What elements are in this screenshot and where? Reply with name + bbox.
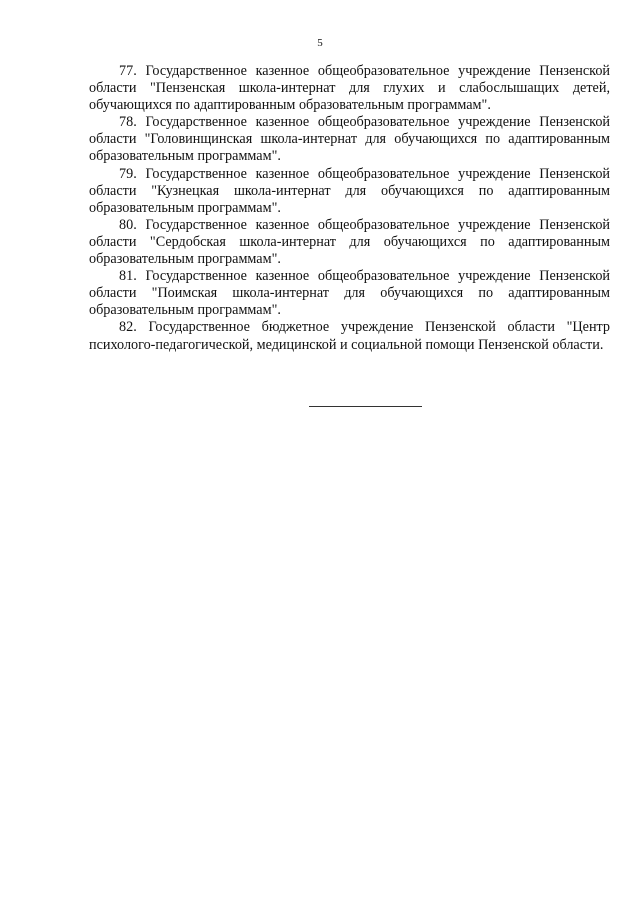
item-number: 79. (119, 165, 137, 182)
item-text: Государственное казенное общеобразовательное учреждение Пензенской области "Кузнецкая школа-интернат для обучающихся по адаптированным образовательным программам". (89, 165, 611, 216)
document-body (89, 63, 610, 354)
list-item-81 (89, 268, 610, 319)
item-number: 80. (119, 216, 137, 233)
item-number: 77. (119, 63, 137, 79)
item-number: 81. (119, 268, 137, 285)
list-item-78 (89, 114, 610, 165)
list-item-79 (89, 166, 610, 217)
item-text: Государственное казенное общеобразовательное учреждение Пензенской области "Сердобская школа-интернат для обучающихся по адаптированным образовательным программам". (89, 216, 611, 268)
list-item-82 (89, 319, 610, 353)
list-item-77 (89, 63, 610, 114)
page-number: 5 (317, 37, 323, 49)
item-text: Государственное бюджетное учреждение Пензенской области "Центр психолого-педагогической, медицинской и социальной помощи Пензенской области. (89, 319, 611, 353)
item-text: Государственное казенное общеобразовательное учреждение Пензенской области "Поимская школа-интернат для обучающихся по адаптированным образовательным программам". (89, 268, 611, 319)
item-text: Государственное казенное общеобразовательное учреждение Пензенской области "Головинщинская школа-интернат для обучающихся по адаптированным образовательным программам". (89, 114, 611, 165)
item-number: 82. (119, 319, 137, 336)
list-item-80 (89, 217, 610, 268)
item-text: Государственное казенное общеобразовательное учреждение Пензенской области "Пензенская школа-интернат для глухих и слабослышащих детей, обучающихся по адаптированным образовательным программам". (89, 63, 611, 114)
end-divider (309, 406, 422, 407)
item-number: 78. (119, 114, 137, 131)
